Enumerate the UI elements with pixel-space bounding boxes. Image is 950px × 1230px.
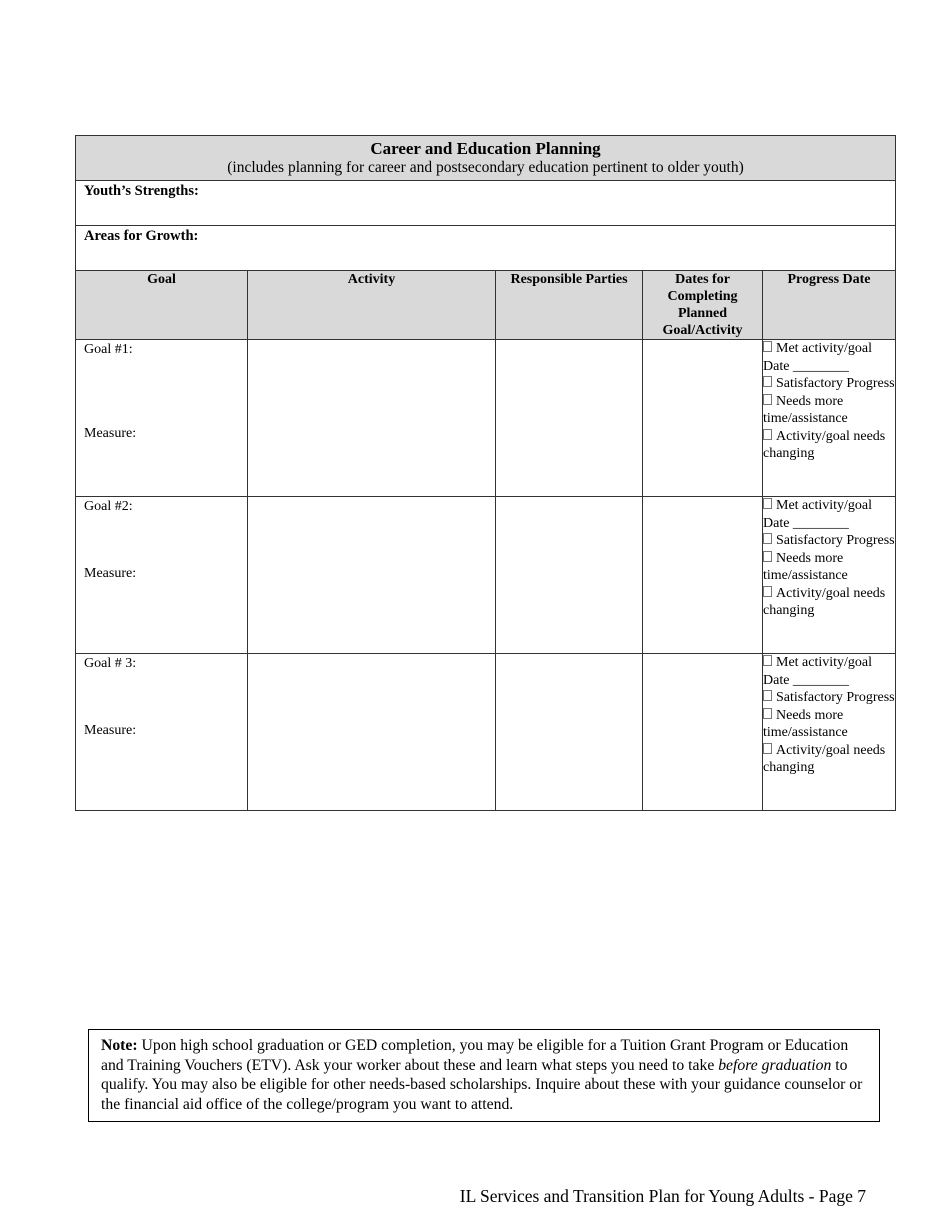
table-row — [76, 497, 896, 654]
goal-cell[interactable] — [76, 654, 248, 811]
responsible-parties-cell[interactable] — [496, 654, 643, 811]
dates-cell[interactable] — [643, 497, 763, 654]
changing-label: Activity/goal needs changing — [763, 585, 886, 618]
satisfactory-label: Satisfactory Progress — [776, 376, 895, 391]
note-box — [88, 1029, 880, 1122]
changing-checkbox[interactable] — [763, 429, 772, 440]
met-label: Met activity/goal — [776, 341, 873, 356]
col-responsible-parties: Responsible Parties — [496, 271, 643, 340]
page-subtitle: (includes planning for career and postsecondary education pertinent to older youth) — [227, 159, 744, 176]
goal-cell[interactable] — [76, 340, 248, 497]
changing-label: Activity/goal needs changing — [763, 428, 886, 461]
activity-cell[interactable] — [248, 654, 496, 811]
progress-cell — [763, 340, 896, 497]
activity-cell[interactable] — [248, 497, 496, 654]
table-row — [76, 654, 896, 811]
satisfactory-checkbox[interactable] — [763, 376, 772, 387]
page-footer: IL Services and Transition Plan for Young Adults - Page 7 — [459, 1186, 866, 1206]
col-dates: Dates for Completing Planned Goal/Activity — [643, 271, 763, 340]
changing-checkbox[interactable] — [763, 586, 772, 597]
goal-label: Goal # 3: — [84, 656, 137, 671]
growth-field[interactable] — [76, 226, 896, 271]
needs-more-checkbox[interactable] — [763, 551, 772, 562]
needs-more-label: Needs more time/assistance — [763, 707, 848, 740]
table-row — [76, 340, 896, 497]
needs-more-checkbox[interactable] — [763, 708, 772, 719]
date-blank[interactable]: Date ________ — [763, 672, 849, 688]
career-planning-table — [75, 135, 896, 811]
note-emphasis: before graduation — [718, 1056, 832, 1074]
goal-label: Goal #1: — [84, 342, 133, 357]
satisfactory-checkbox[interactable] — [763, 690, 772, 701]
growth-label: Areas for Growth: — [84, 228, 199, 244]
needs-more-label: Needs more time/assistance — [763, 393, 848, 426]
measure-label: Measure: — [84, 566, 137, 581]
goal-label: Goal #2: — [84, 499, 133, 514]
responsible-parties-cell[interactable] — [496, 340, 643, 497]
note-text-2: to qualify. You may also be eligible for other needs-based scholarships. Inquire about these with your guidance counselor or the financial aid office of the college/program you want to attend. — [101, 1056, 863, 1113]
strengths-label: Youth’s Strengths: — [84, 183, 199, 199]
progress-cell — [763, 654, 896, 811]
met-checkbox[interactable] — [763, 498, 772, 509]
goal-cell[interactable] — [76, 497, 248, 654]
satisfactory-label: Satisfactory Progress — [776, 690, 895, 705]
activity-cell[interactable] — [248, 340, 496, 497]
met-label: Met activity/goal — [776, 498, 873, 513]
page-title: Career and Education Planning — [370, 139, 601, 158]
needs-more-checkbox[interactable] — [763, 394, 772, 405]
met-checkbox[interactable] — [763, 341, 772, 352]
note-lead: Note: — [101, 1037, 138, 1054]
changing-label: Activity/goal needs changing — [763, 742, 886, 775]
date-blank[interactable]: Date ________ — [763, 515, 849, 531]
met-label: Met activity/goal — [776, 655, 873, 670]
measure-label: Measure: — [84, 426, 137, 441]
measure-label: Measure: — [84, 723, 137, 738]
table-header — [76, 136, 896, 181]
date-blank[interactable]: Date ________ — [763, 358, 849, 374]
met-checkbox[interactable] — [763, 655, 772, 666]
note-text-1: Upon high school graduation or GED completion, you may be eligible for a Tuition Grant Program or Education and Training Vouchers (ETV). Ask your worker about these and learn what steps you need to take — [101, 1037, 849, 1074]
col-activity: Activity — [248, 271, 496, 340]
changing-checkbox[interactable] — [763, 743, 772, 754]
strengths-field[interactable] — [76, 181, 896, 226]
col-progress-date: Progress Date — [763, 271, 896, 340]
col-goal: Goal — [76, 271, 248, 340]
dates-cell[interactable] — [643, 654, 763, 811]
progress-cell — [763, 497, 896, 654]
dates-cell[interactable] — [643, 340, 763, 497]
satisfactory-label: Satisfactory Progress — [776, 533, 895, 548]
needs-more-label: Needs more time/assistance — [763, 550, 848, 583]
responsible-parties-cell[interactable] — [496, 497, 643, 654]
satisfactory-checkbox[interactable] — [763, 533, 772, 544]
